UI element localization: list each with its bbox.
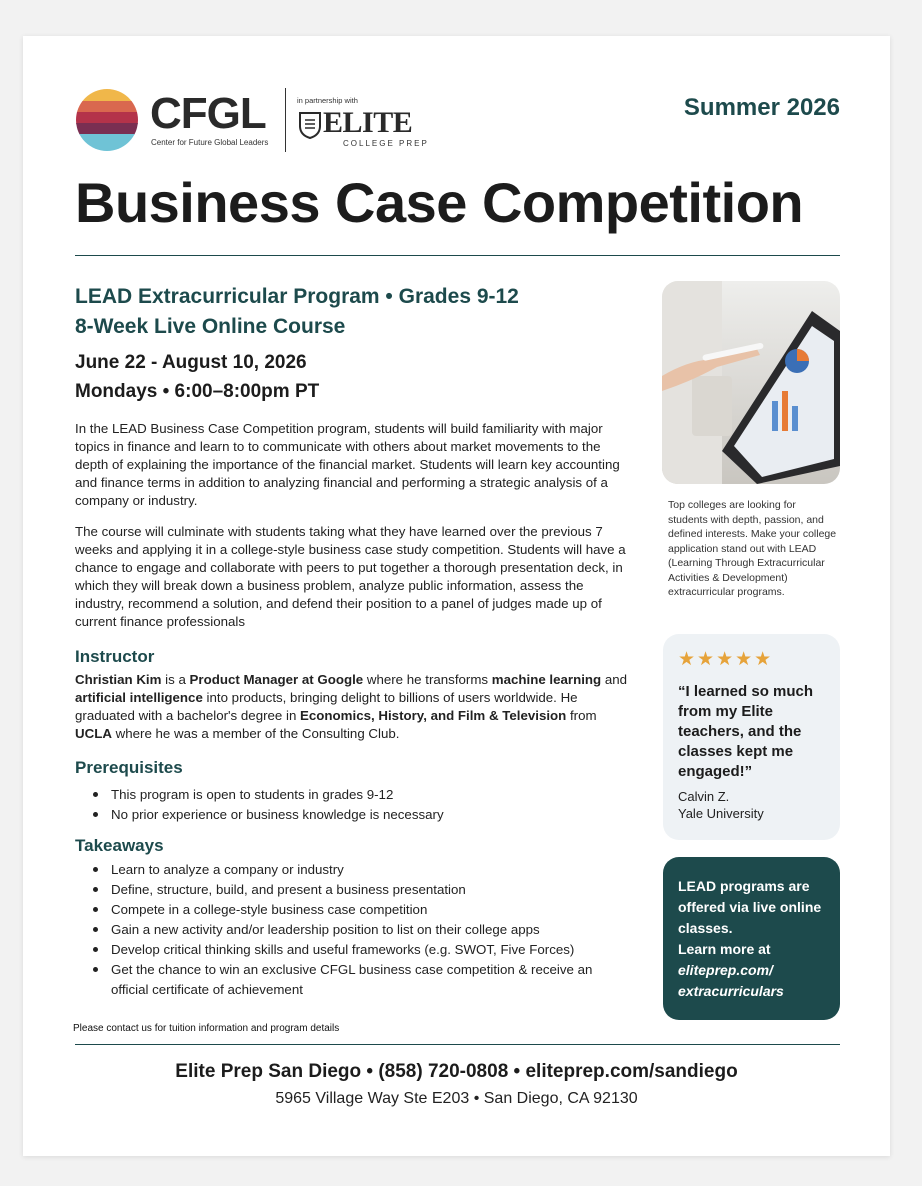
instructor-school: UCLA — [75, 726, 112, 741]
instructor-bio — [75, 671, 635, 743]
bio-text: where he was a member of the Consulting Club. — [111, 726, 400, 741]
season-label: Summer 2026 — [683, 94, 840, 121]
list-item: Learn to analyze a company or industry — [91, 860, 631, 880]
list-item: Compete in a college-style business case competition — [91, 900, 631, 920]
program-line-1: LEAD Extracurricular Program • Grades 9-12 — [75, 285, 519, 308]
bio-text: where he transforms — [363, 672, 492, 687]
program-subtitle — [75, 282, 519, 342]
list-item: This program is open to students in grades 9-12 — [91, 785, 631, 805]
cta-card — [663, 857, 840, 1020]
bio-text: into products, bringing delight to billions of users worldwide. He graduated with a bachelor's degree in — [75, 690, 578, 723]
elite-crest-icon — [297, 110, 323, 140]
header-divider — [75, 255, 840, 256]
takeaways-heading: Takeaways — [75, 836, 164, 855]
testimonial-school: Yale University — [678, 806, 764, 821]
list-item: Gain a new activity and/or leadership position to list on their college apps — [91, 920, 631, 940]
cta-link[interactable]: eliteprep.com/ extracurriculars — [678, 962, 784, 999]
footer-divider — [75, 1044, 840, 1045]
bio-text: from — [566, 708, 597, 723]
description-paragraph-2: The course will culminate with students taking what they have learned over the previous 7 weeks and applying it in a college-style business case study competition. Students will have a chance to engage and collaborate with peers to put together a thorough presentation deck, in which they will break down a business problem, analyze public information, assess the industry, recommend a solution, and defend their position to a panel of judges made up of current finance professionals — [75, 524, 626, 629]
takeaways-list — [91, 860, 631, 1000]
list-item: No prior experience or business knowledge is necessary — [91, 805, 631, 825]
partnership-label: in partnership with — [297, 96, 358, 105]
page-title: Business Case Competition — [75, 171, 804, 234]
description-paragraph-1: In the LEAD Business Case Competition program, students will build familiarity with major topics in finance and learn to to communicate with others about market movements to the depth of explaining the importance of the financial market. Students will learn key accounting and finance terms in addition to analyzing financial and performing a strategic analysis of a company or industry. — [75, 421, 620, 508]
instructor-degree: Economics, History, and Film & Television — [300, 708, 567, 723]
contact-line: Elite Prep San Diego • (858) 720-0808 • eliteprep.com/sandiego — [175, 1061, 738, 1082]
prerequisites-list — [91, 785, 631, 825]
testimonial-name: Calvin Z. — [678, 789, 730, 804]
instructor-name: Christian Kim — [75, 672, 162, 687]
address-line: 5965 Village Way Ste E203 • San Diego, CA 92130 — [275, 1090, 638, 1107]
testimonial-card — [663, 634, 840, 840]
schedule: Mondays • 6:00–8:00pm PT — [75, 381, 320, 402]
list-item: Develop critical thinking skills and useful frameworks (e.g. SWOT, Five Forces) — [91, 940, 631, 960]
bio-text: is a — [161, 672, 190, 687]
cfgl-subtitle: Center for Future Global Leaders — [151, 138, 269, 147]
cta-text: LEAD programs are offered via live online classes. — [678, 878, 822, 936]
cfgl-logo-icon — [75, 88, 139, 152]
cta-learn-more: Learn more at — [678, 941, 771, 957]
list-item: Get the chance to win an exclusive CFGL business case competition & receive an official certificate of achievement — [91, 960, 631, 1000]
cfgl-wordmark: CFGL — [150, 89, 266, 138]
bio-ml: machine learning — [491, 672, 602, 687]
bio-ai: artificial intelligence — [75, 690, 203, 705]
tuition-note: Please contact us for tuition information and program details — [73, 1023, 340, 1034]
star-rating-icon: ★★★★★ — [678, 649, 774, 670]
testimonial-quote: “I learned so much from my Elite teachers, and the classes kept me engaged!” — [678, 683, 814, 780]
program-line-2: 8-Week Live Online Course — [75, 315, 346, 338]
date-range: June 22 - August 10, 2026 — [75, 352, 307, 373]
prerequisites-heading: Prerequisites — [75, 758, 183, 777]
bio-text: and — [601, 672, 628, 687]
instructor-role: Product Manager at Google — [189, 672, 364, 687]
photo-caption: Top colleges are looking for students with depth, passion, and defined interests. Make your college application stand out with LEAD (Learning Through Extracurricular Activities & Development) extracurricular programs. — [668, 499, 837, 598]
elite-subtitle: COLLEGE PREP — [343, 139, 429, 148]
program-dates — [75, 348, 319, 406]
instructor-heading: Instructor — [75, 647, 155, 666]
flyer-page — [23, 36, 890, 1156]
list-item: Define, structure, build, and present a business presentation — [91, 880, 631, 900]
tablet-chart-photo-icon — [662, 281, 840, 484]
logo-divider — [285, 88, 286, 152]
elite-wordmark: ELITE — [323, 106, 413, 139]
